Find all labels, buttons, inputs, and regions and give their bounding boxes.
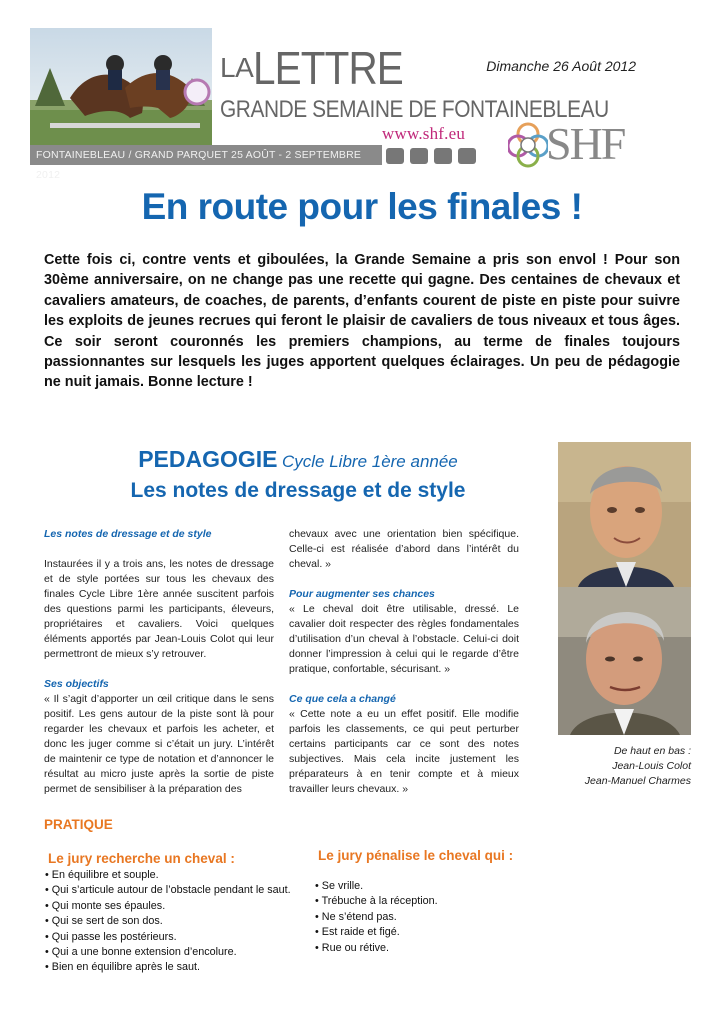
paragraph-chances: « Le cheval doit être utilisable, dressé. Le cavalier doit respecter des règles fondamentales d’utilisation d’un cheval à l’obstacle. Celui-ci doit donner l’impression à celui qui le regarde d’être pratique, confortable, sécurisant. » — [289, 603, 519, 675]
show-jumping-photo — [30, 28, 212, 145]
list-item: • En équilibre et souple. — [45, 869, 159, 881]
subheading-changement: Ce que cela a changé — [289, 693, 396, 705]
publication-subtitle: GRANDE SEMAINE DE FONTAINEBLEAU — [220, 96, 609, 123]
eventing-icon — [434, 148, 452, 164]
shf-emblem-icon — [508, 120, 548, 168]
subheading-objectifs: Ses objectifs — [44, 678, 109, 690]
caption-line-1: De haut en bas : — [613, 745, 691, 757]
portrait-jean-louis-colot — [558, 442, 691, 587]
issue-date: Dimanche 26 Août 2012 — [486, 58, 636, 74]
caption-line-2: Jean-Louis Colot — [612, 760, 691, 772]
dressage-icon — [410, 148, 428, 164]
paragraph-objectifs: « Il s’agit d’apporter un œil critique dans le sens positif. Les gens autour de la piste sont là pour regarder les chevaux et parfois les acheter, et donc les juger comme si c’était un jury. L’intérêt de maintenir ce type de notation et d’annoncer le résultat au micro juste après la sortie de piste permet de sensibiliser à la préparation des — [44, 693, 274, 795]
pratique-label: PRATIQUE — [44, 817, 113, 832]
title-la: LA — [220, 52, 254, 83]
article-column-2 — [289, 527, 519, 797]
title-lettre: LETTRE — [253, 42, 403, 94]
website-url[interactable]: www.shf.eu — [382, 124, 466, 143]
paragraph-notes: Instaurées il y a trois ans, les notes de dressage et de style portées sur tous les chevaux des finales Cycle Libre 1ère année suscitent parfois des questions parmi les participants, éleveurs, propriétaires et cavaliers. Voici quelques éléments apportés par Jean-Louis Colot qui leur permettront de mieux s’y retrouver. — [44, 558, 274, 660]
section-title-main: PEDAGOGIE — [138, 446, 278, 472]
caption-line-3: Jean-Manuel Charmes — [584, 775, 691, 787]
list-item: • Qui se sert de son dos. — [45, 915, 163, 928]
headline: En route pour les finales ! — [141, 186, 583, 227]
list-item: • Qui monte ses épaules. — [45, 899, 166, 912]
list-item: • Qui a une bonne extension d’encolure. — [45, 946, 237, 959]
portrait-jean-manuel-charmes — [558, 587, 691, 735]
list-item: • Se vrille. — [315, 880, 364, 892]
subheading-chances: Pour augmenter ses chances — [289, 588, 435, 600]
paragraph-objectifs-continued: chevaux avec une orientation bien spécifique. Celle-ci est réalisée d’abord dans l’intérêt du cheval. » — [289, 528, 519, 570]
location-strip: FONTAINEBLEAU / GRAND PARQUET 25 AOÛT - 2 SEPTEMBRE 2012 — [30, 145, 382, 165]
article-column-1 — [44, 527, 274, 797]
jury-recherche-list — [45, 868, 291, 976]
section-title-line2: Les notes de dressage et de style — [130, 479, 466, 502]
photo-caption — [540, 744, 691, 789]
list-item: • Ne s’étend pas. — [315, 910, 397, 923]
subheading-notes: Les notes de dressage et de style — [44, 528, 212, 540]
jumping-icon — [386, 148, 404, 164]
masthead — [30, 28, 694, 181]
jury-recherche-title: Le jury recherche un cheval : — [48, 851, 235, 866]
list-item: • Bien en équilibre après le saut. — [45, 961, 201, 974]
list-item: • Trébuche à la réception. — [315, 895, 438, 908]
section-title — [100, 446, 496, 503]
list-item: • Qui passe les postérieurs. — [45, 930, 177, 943]
list-item: • Qui s’articule autour de l’obstacle pendant le saut. — [45, 884, 291, 897]
list-item: • Est raide et figé. — [315, 926, 400, 939]
intro-paragraph: Cette fois ci, contre vents et giboulées, la Grande Semaine a pris son envol ! Pour son 30ème anniversaire, on ne change pas une recette qui gagne. Des centaines de chevaux et cavaliers amateurs, de coaches, de parents, d’enfants courent de piste en piste pour suivre les exploits de jeunes recrues qui feront le plaisir de cavaliers de tous niveaux et tous âges. Ce soir seront couronnés les premiers champions, au terme de finales toujours passionnantes sur lesquels les juges apportent quelques éclairages. Un peu de pédagogie ne nuit jamais. Bonne lecture ! — [44, 252, 680, 391]
hunter-icon — [458, 148, 476, 164]
shf-logo-text: SHF — [546, 118, 625, 169]
paragraph-changement: « Cette note a eu un effet positif. Elle modifie parfois les classements, ce qui peut perturber certains participants car ce sont des notes subjectives. Mais cela incite justement les préparateurs à en tenir compte et à mieux travailler leurs chevaux. » — [289, 708, 519, 795]
jury-penalise-title: Le jury pénalise le cheval qui : — [318, 848, 514, 863]
list-item: • Rue ou rétive. — [315, 941, 389, 954]
discipline-pictograms — [382, 146, 482, 166]
section-title-sub: Cycle Libre 1ère année — [281, 452, 458, 471]
jury-penalise-list — [315, 879, 438, 956]
